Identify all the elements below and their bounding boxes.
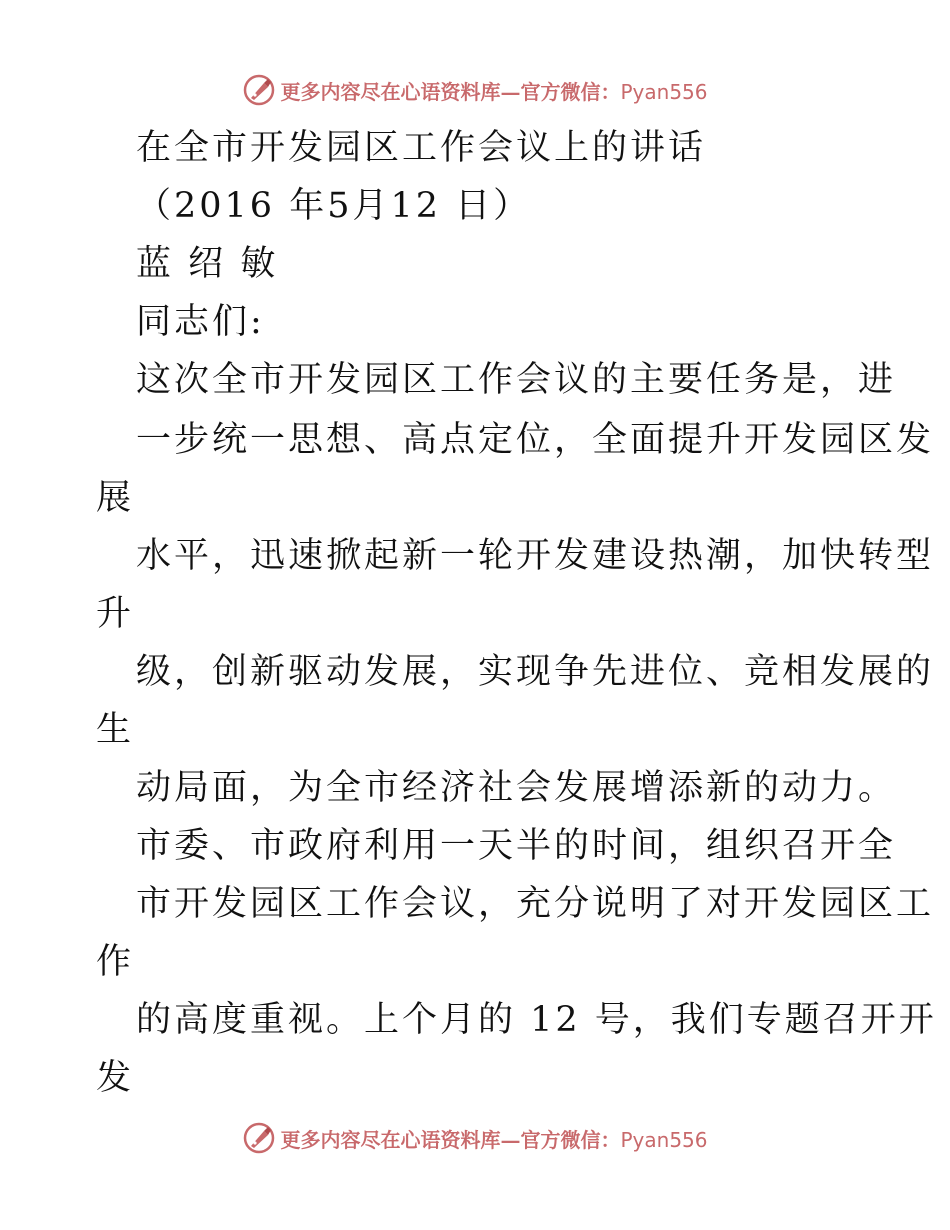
pen-nib-logo-icon: [242, 73, 276, 107]
header-banner: [0, 70, 950, 110]
paragraph-line: 市委、市政府利用一天半的时间，组织召开全: [136, 826, 897, 866]
document-date: （2016 年5月12 日）: [136, 186, 532, 226]
paragraph-line: 级，创新驱动发展，实现争先进位、竞相发展的: [136, 652, 935, 692]
banner-content: [242, 1121, 707, 1155]
paragraph-line: 生: [96, 710, 135, 750]
paragraph-line: 动局面，为全市经济社会发展增添新的动力。: [136, 768, 897, 808]
banner-text: [280, 76, 707, 105]
banner-text-cn: 更多内容尽在心语资料库—官方微信：: [280, 1127, 621, 1152]
document-salutation: 同志们:: [136, 302, 265, 342]
document-author: 蓝 绍 敏: [136, 244, 279, 284]
paragraph-line: 水平，迅速掀起新一轮开发建设热潮，加快转型: [136, 536, 935, 576]
paragraph-line: 的高度重视。上个月的 12 号，我们专题召开开: [136, 1000, 937, 1040]
banner-text-cn: 更多内容尽在心语资料库—官方微信：: [280, 79, 621, 104]
pen-nib-logo-icon: [242, 1121, 276, 1155]
banner-wechat-id: Pyan556: [620, 79, 708, 104]
paragraph-line: 市开发园区工作会议，充分说明了对开发园区工: [136, 884, 935, 924]
banner-wechat-id: Pyan556: [620, 1127, 708, 1152]
paragraph-line: 展: [96, 478, 135, 518]
paragraph-line: 一步统一思想、高点定位，全面提升开发园区发: [136, 420, 935, 460]
document-title: 在全市开发园区工作会议上的讲话: [136, 128, 707, 168]
banner-text: [280, 1124, 707, 1153]
paragraph-line: 升: [96, 594, 135, 634]
footer-banner: [0, 1118, 950, 1158]
paragraph-line: 发: [96, 1058, 135, 1098]
banner-content: [242, 73, 707, 107]
paragraph-line: 作: [96, 942, 135, 982]
paragraph-line: 这次全市开发园区工作会议的主要任务是，进: [136, 360, 897, 400]
